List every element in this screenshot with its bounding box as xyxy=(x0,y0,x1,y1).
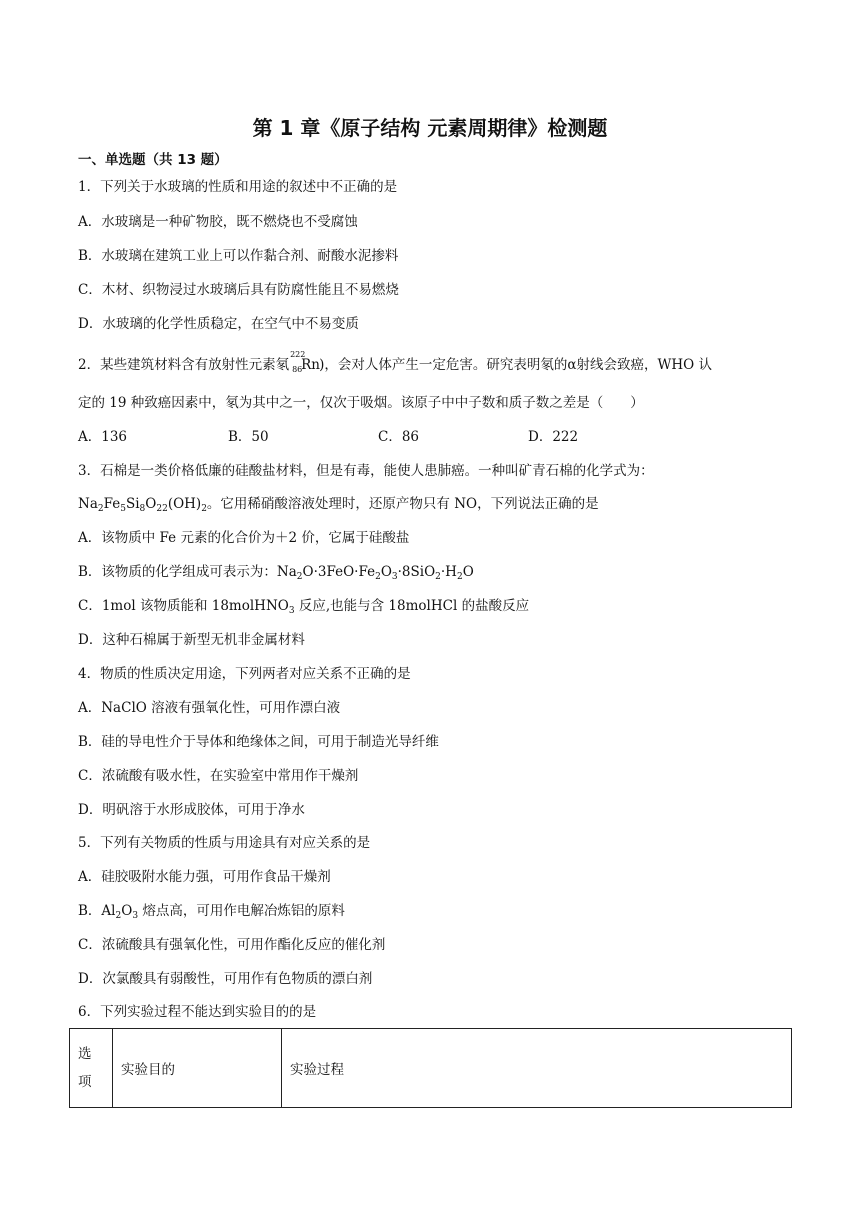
page-title: 第 1 章《原子结构 元素周期律》检测题 xyxy=(252,116,608,140)
question-4-option-a: A．NaClO 溶液有强氧化性，可用作漂白液 xyxy=(78,700,341,716)
question-2-stem-end: )，会对人体产生一定危害。研究表明氡的α射线会致癌，WHO 认 xyxy=(319,357,712,373)
experiment-table xyxy=(69,1028,792,1108)
question-5-option-d: D．次氯酸具有弱酸性，可用作有色物质的漂白剂 xyxy=(78,971,373,987)
table-header-row xyxy=(70,1029,792,1108)
question-4-stem: 4．物质的性质决定用途，下列两者对应关系不正确的是 xyxy=(78,666,411,682)
question-2-option-b: B．50 xyxy=(228,429,269,445)
question-3-option-a: A．该物质中 Fe 元素的化合价为＋2 价，它属于硅酸盐 xyxy=(78,530,410,546)
question-5-option-b-end: 熔点高，可用作电解冶炼铝的原料 xyxy=(138,903,345,919)
question-3-option-d: D．这种石棉属于新型无机非金属材料 xyxy=(78,632,305,648)
question-5-option-c: C．浓硫酸具有强氧化性，可用作酯化反应的催化剂 xyxy=(78,937,386,953)
question-6-stem: 6．下列实验过程不能达到实验目的的是 xyxy=(78,1004,317,1020)
question-4-option-b: B．硅的导电性介于导体和绝缘体之间，可用于制造光导纤维 xyxy=(78,734,439,750)
question-3-option-b-text: B．该物质的化学组成可表示为： xyxy=(78,564,277,580)
header-option-line1: 选 xyxy=(78,1046,92,1062)
question-1-option-d: D．水玻璃的化学性质稳定，在空气中不易变质 xyxy=(78,316,359,332)
question-5-option-b: B．$Al_2O_3$ 熔点高，可用作电解冶炼铝的原料 xyxy=(78,903,345,921)
question-5-option-a: A．硅胶吸附水能力强，可用作食品干燥剂 xyxy=(78,869,331,885)
question-5-stem: 5．下列有关物质的性质与用途具有对应关系的是 xyxy=(78,835,371,851)
question-3-option-c-start: C．1mol 该物质能和 18molHNO xyxy=(78,598,289,614)
question-5-option-b-start: B．Al xyxy=(78,903,116,919)
asbestos-formula: $Na_2Fe_5Si_8O_{22}(OH)_2$ xyxy=(78,496,207,514)
question-1-option-c: C．木材、织物浸过水玻璃后具有防腐性能且不易燃烧 xyxy=(78,282,399,298)
table-header-option xyxy=(70,1029,113,1108)
question-4-option-d: D．明矾溶于水形成胶体，可用于净水 xyxy=(78,802,305,818)
question-2-option-c: C．86 xyxy=(378,429,420,445)
question-3-stem: 3．石棉是一类价格低廉的硅酸盐材料，但是有毒，能使人患肺癌。一种叫矿青石棉的化学式为： xyxy=(78,463,654,479)
table-header-procedure: 实验过程 xyxy=(282,1029,792,1108)
nuclide-atomic-number: 86 xyxy=(292,365,303,374)
header-option-line2: 项 xyxy=(78,1074,92,1090)
question-2-option-d: D．222 xyxy=(528,429,579,445)
section-heading-single-choice: 一、单选题（共 13 题） xyxy=(78,152,228,168)
question-3-option-c-end: 反应,也能与含 18molHCl 的盐酸反应 xyxy=(294,598,530,614)
question-1-option-a: A．水玻璃是一种矿物胶，既不燃烧也不受腐蚀 xyxy=(78,214,358,230)
question-3-option-c: C．1mol 该物质能和 18molHNO$_3$ 反应,也能与含 18molHCl 的盐酸反应 xyxy=(78,598,530,616)
question-2-stem-line2: 定的 19 种致癌因素中，氡为其中之一，仅次于吸烟。该原子中中子数和质子数之差是（ ） xyxy=(78,395,644,411)
question-1-stem: 1．下列关于水玻璃的性质和用途的叙述中不正确的是 xyxy=(78,179,398,195)
table-header-purpose: 实验目的 xyxy=(113,1029,282,1108)
nuclide-mass-number: 222 xyxy=(290,350,306,359)
question-2-stem xyxy=(78,350,712,375)
oxide-composition-formula: $Na_2O\cdot 3FeO\cdot Fe_2O_3\cdot 8SiO_2\cdot H_2O$ xyxy=(276,564,474,582)
question-4-option-c: C．浓硫酸有吸水性，在实验室中常用作干燥剂 xyxy=(78,768,359,784)
question-2-option-a: A．136 xyxy=(78,429,128,445)
question-3-option-b xyxy=(78,562,474,582)
question-2-stem-start: 2．某些建筑材料含有放射性元素氡 xyxy=(78,357,290,373)
question-3-stem-tail: 。它用稀硝酸溶液处理时，还原产物只有 NO，下列说法正确的是 xyxy=(206,496,599,512)
question-1-option-b: B．水玻璃在建筑工业上可以作黏合剂、耐酸水泥掺料 xyxy=(78,248,399,264)
question-3-stem-line2 xyxy=(78,494,599,514)
nuclide-symbol: Rn xyxy=(301,357,320,373)
radon-nuclide-notation xyxy=(289,350,320,375)
